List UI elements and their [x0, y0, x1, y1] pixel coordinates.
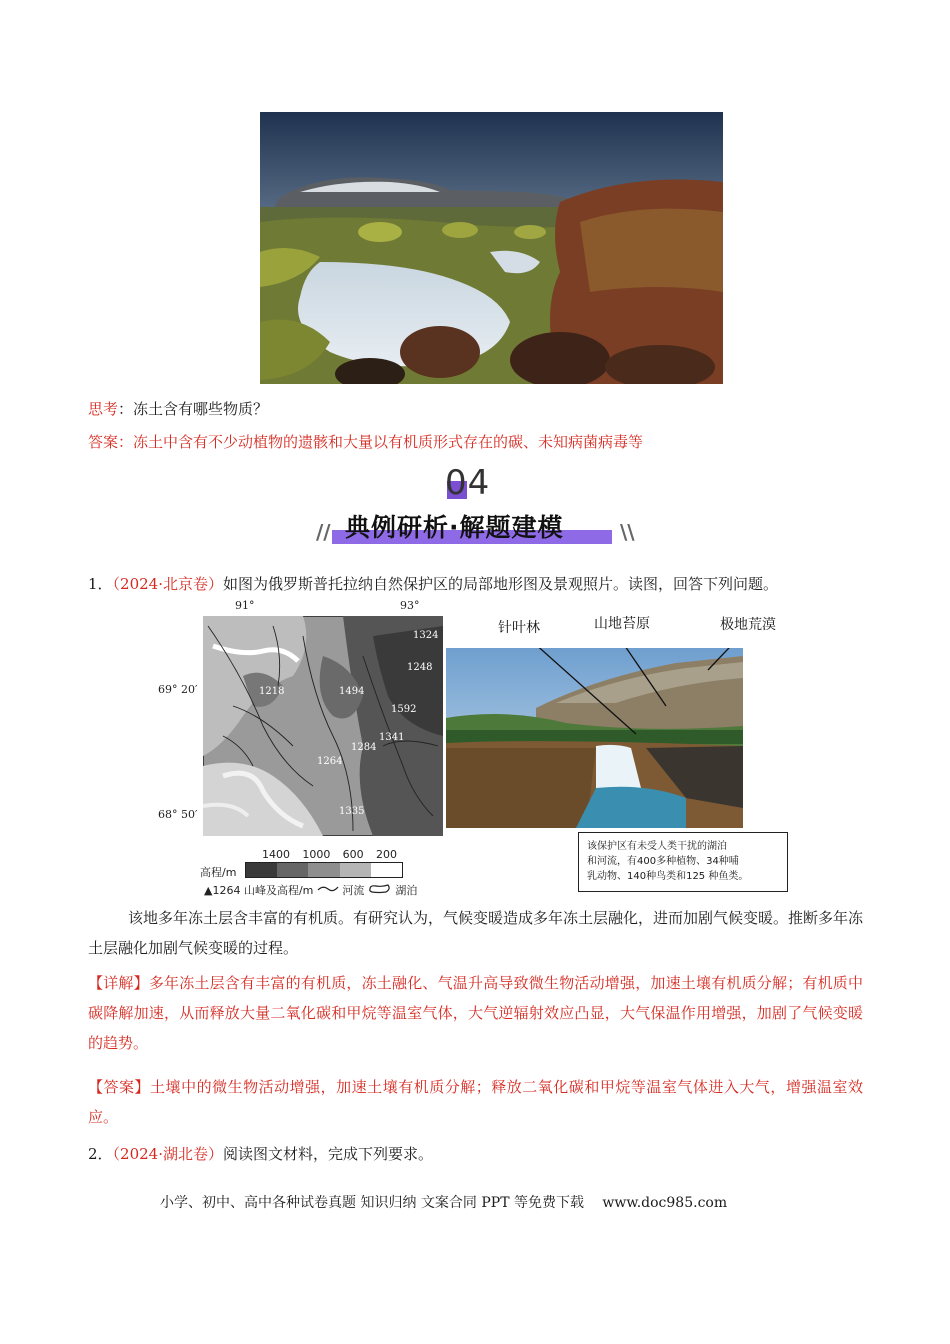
peak-label: 1284 [351, 742, 377, 753]
peak-label: 1592 [391, 704, 417, 715]
lake-symbol-icon [368, 884, 392, 894]
legend-value: 200 [375, 848, 397, 861]
answer-top-text: ：冻土中含有不少动植物的遗骸和大量以有机质形式存在的碳、未知病菌病毒等 [118, 433, 644, 451]
q1-text: 如图为俄罗斯普托拉纳自然保护区的局部地形图及景观照片。读图，回答下列问题。 [223, 575, 779, 593]
legend-value: 1000 [302, 848, 331, 861]
answer-top-line [88, 431, 643, 453]
q2-header [88, 1143, 433, 1165]
section-left-mark: // [316, 520, 331, 544]
legend-elev-label: 高程/m [200, 866, 237, 879]
think-line [88, 398, 268, 420]
q2-source: （2024·湖北卷） [112, 1145, 223, 1163]
think-label: 思考 [88, 400, 119, 418]
think-question: 冻土含有哪些物质？ [133, 400, 269, 418]
photo-label: 针叶林 [498, 620, 540, 636]
q2-number: 2． [88, 1145, 113, 1163]
section-right-mark: \\ [620, 520, 635, 544]
answer-text: 土壤中的微生物活动增强，加速土壤有机质分解；释放二氧化碳和甲烷等温室气体进入大气，增强温室效应。 [88, 1078, 863, 1126]
legend-peak: ▲1264 山峰及高程/m [204, 884, 314, 897]
note-line: 该保护区有未受人类干扰的湖泊 [587, 841, 727, 852]
answer-top-label: 答案 [88, 433, 119, 451]
lon-right-label: 93° [400, 599, 420, 612]
q1-detail [88, 968, 863, 1058]
photo-label: 山地苔原 [594, 616, 650, 632]
detail-label: 【详解】 [88, 974, 149, 992]
think-colon: ： [118, 400, 134, 418]
legend-value: 600 [342, 848, 364, 861]
figure-note-box [578, 832, 788, 892]
note-line: 和河流，有400多种植物、34种哺 [587, 856, 739, 867]
q1-answer [88, 1072, 863, 1132]
tundra-photo [260, 112, 723, 384]
lat-top-label: 69° 20′ [158, 683, 198, 696]
peak-label: 1248 [407, 662, 433, 673]
peak-label: 1264 [317, 756, 343, 767]
legend-values [262, 848, 397, 861]
peak-label: 1324 [413, 630, 439, 641]
peak-label: 1341 [379, 732, 405, 743]
landscape-photo [446, 648, 743, 828]
legend-lake: 湖泊 [395, 884, 418, 897]
legend-river: 河流 [342, 884, 365, 897]
q1-source: （2024·北京卷） [112, 575, 223, 593]
q1-number: 1． [88, 575, 113, 593]
river-symbol-icon [317, 884, 339, 894]
page-footer: 小学、初中、高中各种试卷真题 知识归纳 文案合同 PPT 等免费下载 www.doc985.com [160, 1195, 728, 1211]
q1-material: 该地多年冻土层含丰富的有机质。有研究认为，气候变暖造成多年冻土层融化，进而加剧气候变暖。推断多年冻土层融化加剧气候变暖的过程。 [88, 909, 864, 957]
q2-text: 阅读图文材料，完成下列要求。 [223, 1145, 434, 1163]
legend-value: 1400 [262, 848, 290, 861]
answer-label: 【答案】 [88, 1078, 151, 1096]
section-title: 典例研析·解题建模 [345, 513, 564, 542]
photo-label: 极地荒漠 [720, 617, 776, 633]
section-number: 04 [445, 463, 491, 503]
peak-label: 1218 [259, 686, 285, 697]
topographic-map [203, 616, 443, 836]
peak-label: 1494 [339, 686, 365, 697]
detail-text: 多年冻土层含有丰富的有机质，冻土融化、气温升高导致微生物活动增强，加速土壤有机质分解；有机质中碳降解加速，从而释放大量二氧化碳和甲烷等温室气体，大气逆辐射效应凸显，大气保温作用增强，加剧了气候变暖的趋势。 [88, 974, 863, 1052]
q1-header [88, 573, 778, 595]
legend-color-bar [245, 862, 403, 878]
peak-label: 1335 [339, 806, 365, 817]
lat-bottom-label: 68° 50′ [158, 808, 198, 821]
note-line: 乳动物、140种鸟类和125 种鱼类。 [587, 871, 749, 882]
legend-line2 [204, 882, 417, 898]
lon-left-label: 91° [235, 599, 255, 612]
photo-leader-lines [446, 648, 743, 828]
